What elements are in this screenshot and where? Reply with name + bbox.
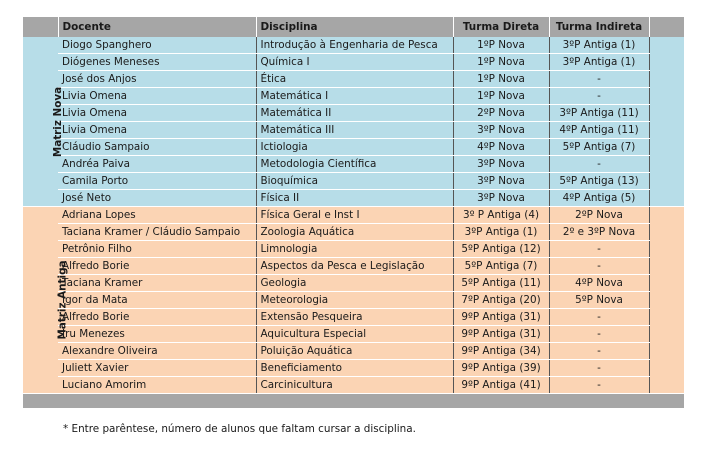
turma-indireta-cell: 3ºP Antiga (1) <box>549 54 649 71</box>
turma-indireta-cell: 3ºP Antiga (1) <box>549 37 649 54</box>
header-turma-direta: Turma Direta <box>453 17 549 37</box>
turma-indireta-cell: - <box>549 360 649 377</box>
docente-cell: Taciana Kramer <box>58 275 256 292</box>
disciplina-cell: Limnologia <box>256 241 453 258</box>
docente-cell: Livia Omena <box>58 122 256 139</box>
table-row <box>23 241 684 258</box>
disciplina-cell: Matemática II <box>256 105 453 122</box>
turma-direta-cell: 9ºP Antiga (31) <box>453 309 549 326</box>
turma-direta-cell: 3ºP Antiga (1) <box>453 224 549 241</box>
docente-cell: Diogo Spanghero <box>58 37 256 54</box>
disciplina-cell: Geologia <box>256 275 453 292</box>
turma-direta-cell: 5ºP Antiga (12) <box>453 241 549 258</box>
group-edge-cell <box>649 37 684 207</box>
turma-direta-cell: 3ºP Nova <box>453 156 549 173</box>
table-footer-bar <box>23 394 684 408</box>
turma-indireta-cell: - <box>549 309 649 326</box>
header-disciplina: Disciplina <box>256 17 453 37</box>
table-row <box>23 139 684 156</box>
table-row <box>23 54 684 71</box>
docente-cell: Alfredo Borie <box>58 309 256 326</box>
disciplina-cell: Química I <box>256 54 453 71</box>
turma-direta-cell: 9ºP Antiga (41) <box>453 377 549 394</box>
docente-cell: Adriana Lopes <box>58 207 256 224</box>
docente-cell: Alfredo Borie <box>58 258 256 275</box>
turma-indireta-cell: 4ºP Antiga (11) <box>549 122 649 139</box>
group-edge-cell <box>649 207 684 394</box>
header-row <box>23 17 684 37</box>
table-row <box>23 377 684 394</box>
docente-cell: Camila Porto <box>58 173 256 190</box>
disciplina-cell: Física II <box>256 190 453 207</box>
group-label-cell <box>23 207 69 394</box>
docente-cell: Livia Omena <box>58 88 256 105</box>
group-label: Matriz Antiga <box>56 260 69 340</box>
docente-cell: Igor da Mata <box>58 292 256 309</box>
docente-cell: Iru Menezes <box>58 326 256 343</box>
turma-indireta-cell: 5ºP Nova <box>549 292 649 309</box>
group-label-cell <box>23 37 65 207</box>
table-row <box>23 88 684 105</box>
disciplina-cell: Beneficiamento <box>256 360 453 377</box>
header-docente: Docente <box>58 17 256 37</box>
table-row <box>23 258 684 275</box>
turma-direta-cell: 4ºP Nova <box>453 139 549 156</box>
disciplina-cell: Meteorologia <box>256 292 453 309</box>
turma-direta-cell: 9ºP Antiga (31) <box>453 326 549 343</box>
table-row <box>23 71 684 88</box>
turma-indireta-cell: 4ºP Antiga (5) <box>549 190 649 207</box>
turma-direta-cell: 9ºP Antiga (39) <box>453 360 549 377</box>
turma-indireta-cell: 2ºP Nova <box>549 207 649 224</box>
disciplina-cell: Aspectos da Pesca e Legislação <box>256 258 453 275</box>
discipline-table <box>23 17 684 394</box>
turma-direta-cell: 5ºP Antiga (7) <box>453 258 549 275</box>
turma-direta-cell: 1ºP Nova <box>453 88 549 105</box>
turma-indireta-cell: 2º e 3ºP Nova <box>549 224 649 241</box>
disciplina-cell: Matemática III <box>256 122 453 139</box>
table-body <box>23 37 684 394</box>
docente-cell: Taciana Kramer / Cláudio Sampaio <box>58 224 256 241</box>
turma-indireta-cell: 4ºP Nova <box>549 275 649 292</box>
disciplina-cell: Zoologia Aquática <box>256 224 453 241</box>
turma-direta-cell: 3ºP Nova <box>453 173 549 190</box>
docente-cell: José Neto <box>58 190 256 207</box>
disciplina-cell: Matemática I <box>256 88 453 105</box>
turma-indireta-cell: - <box>549 343 649 360</box>
header-turma-indireta: Turma Indireta <box>549 17 649 37</box>
table-row <box>23 122 684 139</box>
docente-cell: Diógenes Meneses <box>58 54 256 71</box>
disciplina-cell: Poluição Aquática <box>256 343 453 360</box>
group-label: Matriz Nova <box>52 86 65 157</box>
table-row <box>23 173 684 190</box>
header-spacer-left <box>23 17 58 37</box>
table-row <box>23 326 684 343</box>
disciplina-cell: Aquicultura Especial <box>256 326 453 343</box>
docente-cell: Livia Omena <box>58 105 256 122</box>
turma-indireta-cell: 5ºP Antiga (13) <box>549 173 649 190</box>
table-row <box>23 360 684 377</box>
disciplina-cell: Ictiologia <box>256 139 453 156</box>
turma-direta-cell: 1ºP Nova <box>453 71 549 88</box>
disciplina-cell: Carcinicultura <box>256 377 453 394</box>
turma-indireta-cell: - <box>549 377 649 394</box>
disciplina-cell: Extensão Pesqueira <box>256 309 453 326</box>
table-row <box>23 309 684 326</box>
turma-indireta-cell: - <box>549 71 649 88</box>
docente-cell: Juliett Xavier <box>58 360 256 377</box>
turma-direta-cell: 1ºP Nova <box>453 37 549 54</box>
disciplina-cell: Introdução à Engenharia de Pesca <box>256 37 453 54</box>
turma-direta-cell: 3º P Antiga (4) <box>453 207 549 224</box>
turma-direta-cell: 3ºP Nova <box>453 122 549 139</box>
turma-indireta-cell: - <box>549 258 649 275</box>
table-row <box>23 37 684 54</box>
turma-indireta-cell: - <box>549 156 649 173</box>
docente-cell: Luciano Amorim <box>58 377 256 394</box>
docente-cell: José dos Anjos <box>58 71 256 88</box>
docente-cell: Petrônio Filho <box>58 241 256 258</box>
turma-indireta-cell: - <box>549 241 649 258</box>
docente-cell: Alexandre Oliveira <box>58 343 256 360</box>
turma-direta-cell: 9ºP Antiga (34) <box>453 343 549 360</box>
turma-indireta-cell: - <box>549 326 649 343</box>
table-row <box>23 156 684 173</box>
turma-indireta-cell: - <box>549 88 649 105</box>
turma-direta-cell: 7ºP Antiga (20) <box>453 292 549 309</box>
turma-direta-cell: 1ºP Nova <box>453 54 549 71</box>
table-row <box>23 105 684 122</box>
footnote: * Entre parêntese, número de alunos que faltam cursar a disciplina. <box>63 423 416 435</box>
table-row <box>23 292 684 309</box>
disciplina-cell: Metodologia Científica <box>256 156 453 173</box>
docente-cell: Cláudio Sampaio <box>58 139 256 156</box>
disciplina-cell: Bioquímica <box>256 173 453 190</box>
table-row <box>23 207 684 224</box>
turma-indireta-cell: 3ºP Antiga (11) <box>549 105 649 122</box>
turma-indireta-cell: 5ºP Antiga (7) <box>549 139 649 156</box>
header-spacer-right <box>649 17 684 37</box>
table-row <box>23 275 684 292</box>
discipline-table-panel <box>23 17 684 408</box>
table-row <box>23 224 684 241</box>
turma-direta-cell: 2ºP Nova <box>453 105 549 122</box>
table-row <box>23 343 684 360</box>
turma-direta-cell: 5ºP Antiga (11) <box>453 275 549 292</box>
turma-direta-cell: 3ºP Nova <box>453 190 549 207</box>
disciplina-cell: Ética <box>256 71 453 88</box>
table-row <box>23 190 684 207</box>
disciplina-cell: Física Geral e Inst I <box>256 207 453 224</box>
docente-cell: Andréa Paiva <box>58 156 256 173</box>
